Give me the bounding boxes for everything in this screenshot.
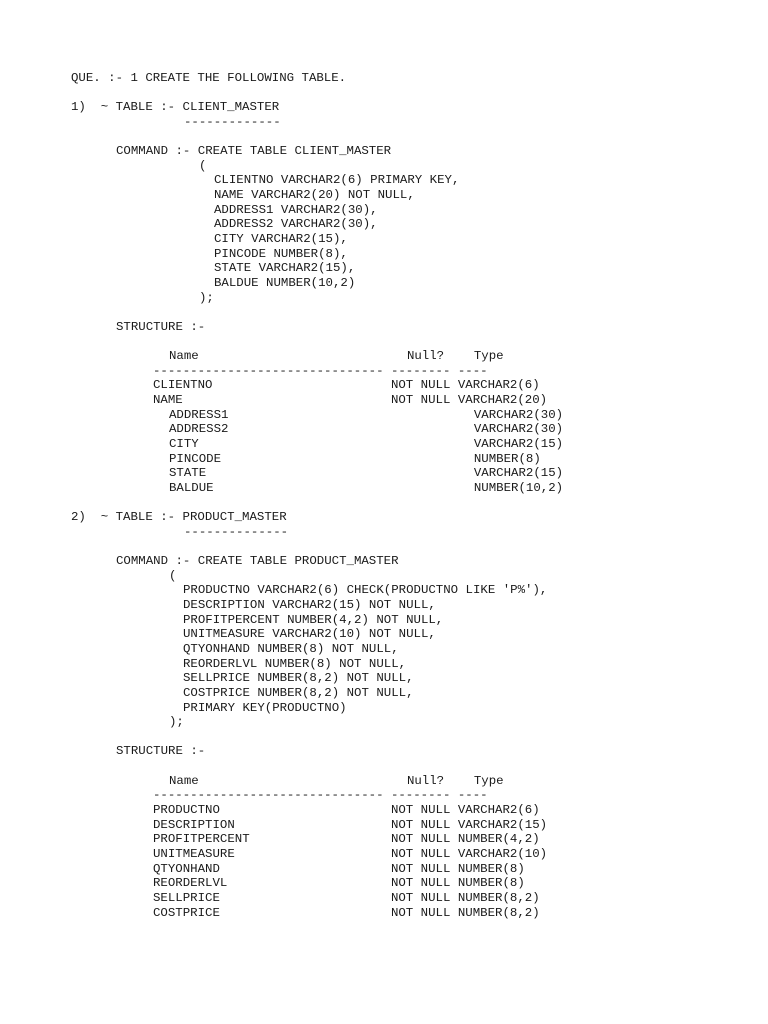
blank-line <box>0 335 768 350</box>
document-line: PRODUCTNO VARCHAR2(6) CHECK(PRODUCTNO LIKE 'P%'), <box>183 583 548 598</box>
document-line: STRUCTURE :- <box>116 319 206 334</box>
document-line: NAME NOT NULL VARCHAR2(20) <box>153 393 548 408</box>
document-line: PINCODE NUMBER(8), <box>214 246 348 261</box>
document-line: PRODUCTNO NOT NULL VARCHAR2(6) <box>153 803 540 818</box>
document-line: STATE VARCHAR2(15) <box>169 466 564 481</box>
document-line: ------------------------------- -------- ---- <box>153 363 488 378</box>
blank-line <box>0 130 768 145</box>
blank-line <box>0 496 768 511</box>
document-line: BALDUE NUMBER(10,2) <box>214 275 356 290</box>
document-line: ADDRESS1 VARCHAR2(30), <box>214 202 378 217</box>
document-line: COSTPRICE NUMBER(8,2) NOT NULL, <box>183 685 414 700</box>
blank-line <box>0 540 768 555</box>
document-line: QTYONHAND NUMBER(8) NOT NULL, <box>183 641 399 656</box>
document-line: ADDRESS1 VARCHAR2(30) <box>169 407 564 422</box>
document-line: COMMAND :- CREATE TABLE PRODUCT_MASTER <box>116 554 399 569</box>
document-line: REORDERLVL NUMBER(8) NOT NULL, <box>183 656 407 671</box>
document-line: Name Null? Type <box>169 773 504 788</box>
document-line: BALDUE NUMBER(10,2) <box>169 480 564 495</box>
document-line: ADDRESS2 VARCHAR2(30) <box>169 422 564 437</box>
document-line: ADDRESS2 VARCHAR2(30), <box>214 217 378 232</box>
document-line: UNITMEASURE NOT NULL VARCHAR2(10) <box>153 846 548 861</box>
document-line: SELLPRICE NOT NULL NUMBER(8,2) <box>153 890 540 905</box>
document-line: ( <box>199 158 207 173</box>
document-line: COSTPRICE NOT NULL NUMBER(8,2) <box>153 905 540 920</box>
blank-line <box>0 759 768 774</box>
document-line: PROFITPERCENT NUMBER(4,2) NOT NULL, <box>183 612 444 627</box>
document-line: STRUCTURE :- <box>116 744 206 759</box>
document-line: 2) ~ TABLE :- PRODUCT_MASTER <box>71 510 287 525</box>
document-line: CITY VARCHAR2(15), <box>214 232 348 247</box>
document-line: ------------------------------- -------- ---- <box>153 788 488 803</box>
document-line: 1) ~ TABLE :- CLIENT_MASTER <box>71 100 280 115</box>
document-line: PINCODE NUMBER(8) <box>169 451 541 466</box>
document-line: NAME VARCHAR2(20) NOT NULL, <box>214 188 415 203</box>
document-line: COMMAND :- CREATE TABLE CLIENT_MASTER <box>116 144 392 159</box>
document-line: CLIENTNO VARCHAR2(6) PRIMARY KEY, <box>214 173 460 188</box>
document-line: REORDERLVL NOT NULL NUMBER(8) <box>153 876 525 891</box>
document-line: PROFITPERCENT NOT NULL NUMBER(4,2) <box>153 832 540 847</box>
document-line: CLIENTNO NOT NULL VARCHAR2(6) <box>153 378 540 393</box>
document-line: QUE. :- 1 CREATE THE FOLLOWING TABLE. <box>71 71 347 85</box>
document-line: CITY VARCHAR2(15) <box>169 437 564 452</box>
blank-line <box>0 730 768 745</box>
document-line: ); <box>199 290 214 305</box>
document-line: ------------- <box>184 114 281 129</box>
document-line: DESCRIPTION VARCHAR2(15) NOT NULL, <box>183 598 436 613</box>
document-line: SELLPRICE NUMBER(8,2) NOT NULL, <box>183 671 414 686</box>
blank-line <box>0 86 768 101</box>
document-line: STATE VARCHAR2(15), <box>214 261 356 276</box>
blank-line <box>0 305 768 320</box>
document-line: -------------- <box>184 524 289 539</box>
document-line: Name Null? Type <box>169 349 504 364</box>
document-line: QTYONHAND NOT NULL NUMBER(8) <box>153 861 525 876</box>
document-line: DESCRIPTION NOT NULL VARCHAR2(15) <box>153 817 548 832</box>
document-line: ( <box>169 568 177 583</box>
document-line: ); <box>169 715 184 730</box>
document-line: UNITMEASURE VARCHAR2(10) NOT NULL, <box>183 627 436 642</box>
document-line: PRIMARY KEY(PRODUCTNO) <box>183 700 347 715</box>
document-body <box>0 71 768 920</box>
